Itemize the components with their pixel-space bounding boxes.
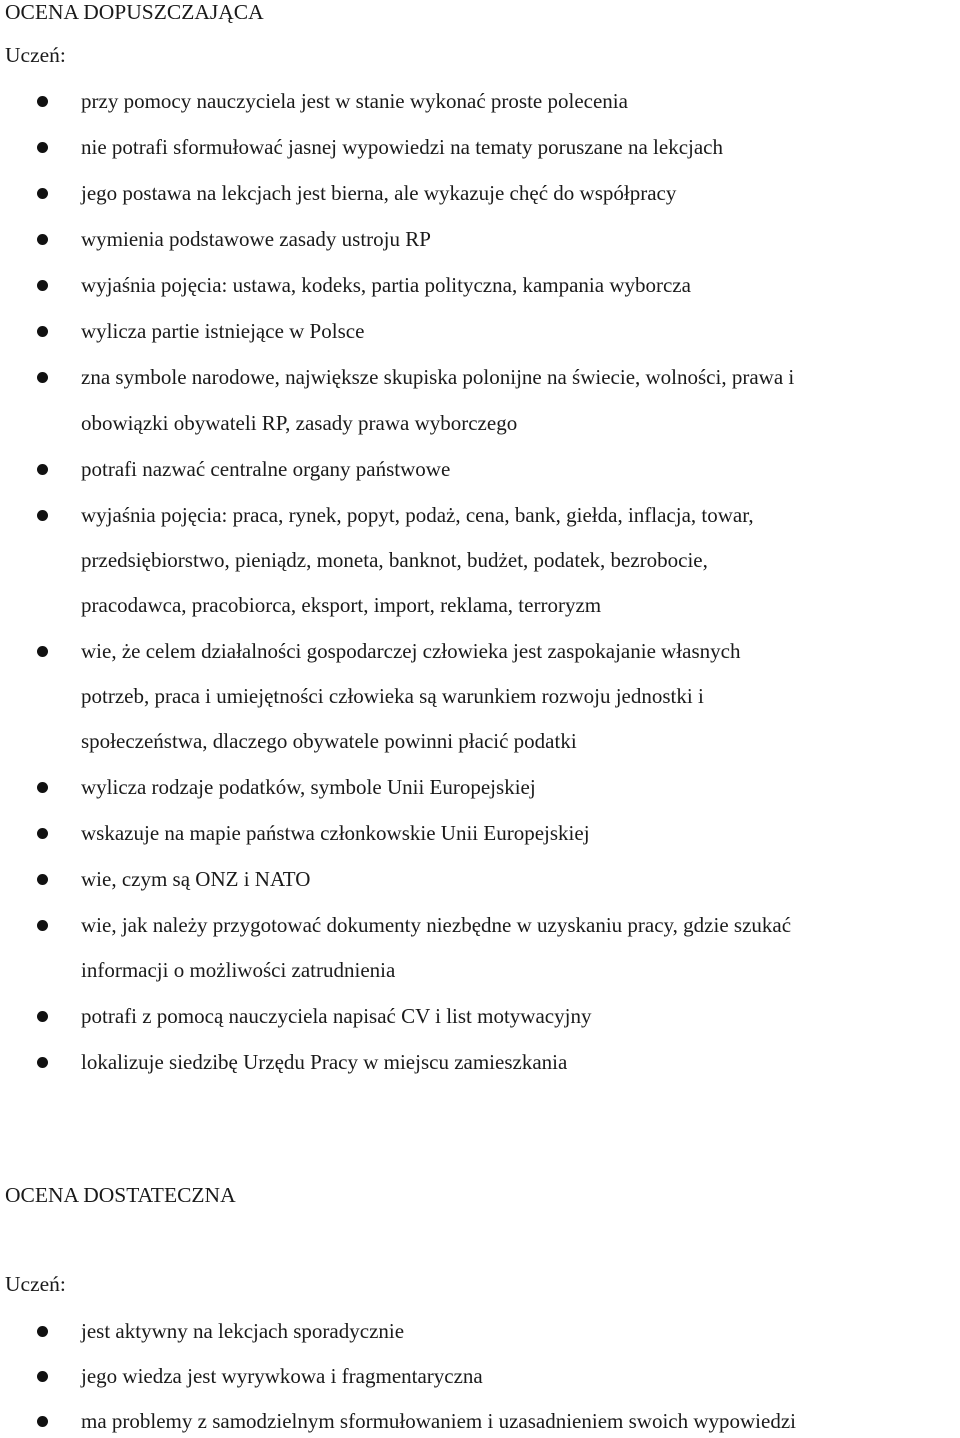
list-item-text: obowiązki obywateli RP, zasady prawa wyborczego (81, 411, 518, 435)
list-item-text: wie, jak należy przygotować dokumenty niezbędne w uzyskaniu pracy, gdzie szukać (81, 913, 792, 937)
bullet-icon (37, 1371, 48, 1382)
list-item-text: nie potrafi sformułować jasnej wypowiedzi na tematy poruszane na lekcjach (81, 135, 724, 159)
list-item-text: potrzeb, praca i umiejętności człowieka są warunkiem rozwoju jednostki i (81, 684, 704, 708)
list-item-text: wyjaśnia pojęcia: praca, rynek, popyt, podaż, cena, bank, giełda, inflacja, towar, (81, 503, 754, 527)
list-item-text: wyjaśnia pojęcia: ustawa, kodeks, partia polityczna, kampania wyborcza (81, 273, 691, 297)
bullet-icon (37, 874, 48, 885)
bullet-icon (37, 234, 48, 245)
bullet-icon (37, 1011, 48, 1022)
section-heading: OCENA DOPUSZCZAJĄCA (5, 0, 264, 24)
list-item-text: jest aktywny na lekcjach sporadycznie (81, 1319, 405, 1343)
bullet-icon (37, 464, 48, 475)
list-item-text: społeczeństwa, dlaczego obywatele powinni płacić podatki (81, 729, 577, 753)
student-label: Uczeń: (5, 43, 66, 67)
list-item-text: potrafi z pomocą nauczyciela napisać CV i list motywacyjny (81, 1004, 592, 1028)
bullet-icon (37, 920, 48, 931)
list-item-text: jego wiedza jest wyrywkowa i fragmentaryczna (81, 1364, 483, 1388)
bullet-icon (37, 372, 48, 383)
list-item-text: wie, czym są ONZ i NATO (81, 867, 311, 891)
list-item-text: wymienia podstawowe zasady ustroju RP (81, 227, 431, 251)
section-heading: OCENA DOSTATECZNA (5, 1183, 236, 1207)
list-item-text: informacji o możliwości zatrudnienia (81, 958, 396, 982)
bullet-icon (37, 142, 48, 153)
list-item-text: przy pomocy nauczyciela jest w stanie wykonać proste polecenia (81, 89, 628, 113)
list-item-text: wylicza rodzaje podatków, symbole Unii Europejskiej (81, 775, 536, 799)
list-item-text: pracodawca, pracobiorca, eksport, import, reklama, terroryzm (81, 593, 602, 617)
bullet-icon (37, 188, 48, 199)
list-item-text: przedsiębiorstwo, pieniądz, moneta, banknot, budżet, podatek, bezrobocie, (81, 548, 708, 572)
list-item-text: jego postawa na lekcjach jest bierna, ale wykazuje chęć do współpracy (81, 181, 677, 205)
bullet-icon (37, 96, 48, 107)
list-item-text: zna symbole narodowe, największe skupiska polonijne na świecie, wolności, prawa i (81, 365, 795, 389)
bullet-icon (37, 1057, 48, 1068)
list-item-text: lokalizuje siedzibę Urzędu Pracy w miejscu zamieszkania (81, 1050, 568, 1074)
bullet-icon (37, 782, 48, 793)
list-item-text: wskazuje na mapie państwa członkowskie Unii Europejskiej (81, 821, 590, 845)
student-label: Uczeń: (5, 1272, 66, 1296)
bullet-icon (37, 326, 48, 337)
bullet-icon (37, 510, 48, 521)
bullet-icon (37, 646, 48, 657)
list-item-text: potrafi nazwać centralne organy państwowe (81, 457, 451, 481)
list-item-text: ma problemy z samodzielnym sformułowaniem i uzasadnieniem swoich wypowiedzi (81, 1409, 796, 1433)
bullet-icon (37, 280, 48, 291)
bullet-icon (37, 1416, 48, 1427)
bullet-icon (37, 1326, 48, 1337)
list-item-text: wie, że celem działalności gospodarczej człowieka jest zaspokajanie własnych (81, 639, 741, 663)
bullet-icon (37, 828, 48, 839)
list-item-text: wylicza partie istniejące w Polsce (81, 319, 365, 343)
